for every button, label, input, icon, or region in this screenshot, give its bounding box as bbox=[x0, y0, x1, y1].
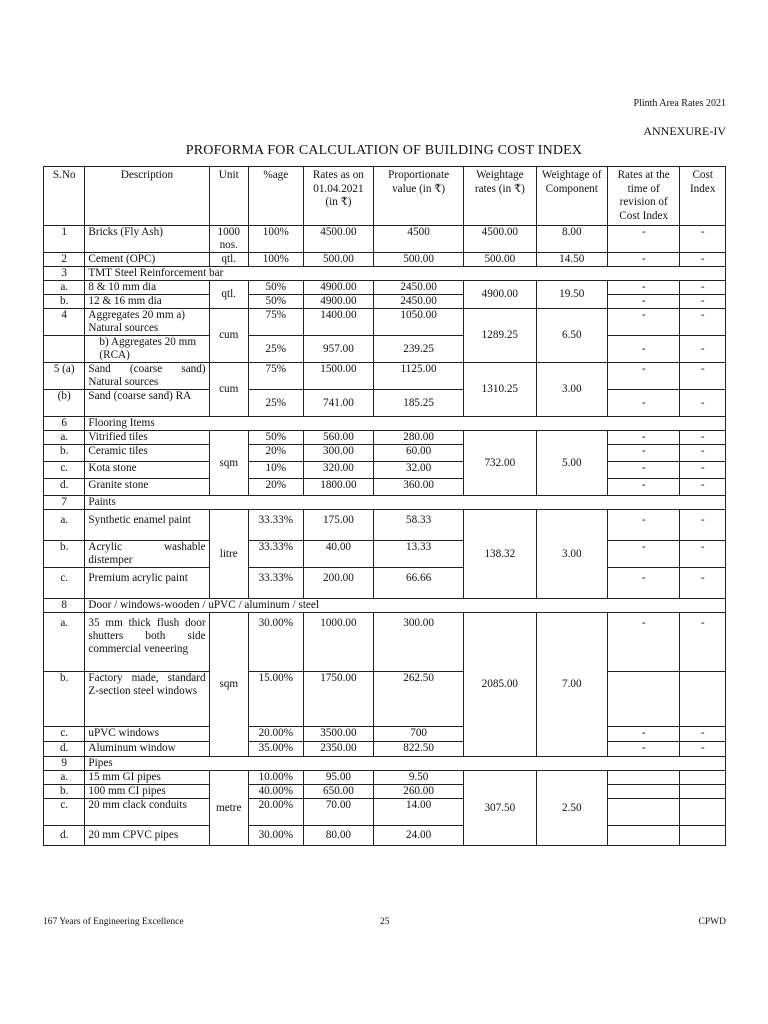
rate-cell: 175.00 bbox=[303, 510, 373, 541]
cost-index-cell: - bbox=[680, 479, 726, 496]
sno-cell: b. bbox=[44, 672, 85, 727]
weightage-component-cell: 7.00 bbox=[536, 613, 607, 757]
sno-cell: a. bbox=[44, 431, 85, 445]
revision-rate-cell: - bbox=[607, 431, 679, 445]
sno-cell: b. bbox=[44, 295, 85, 309]
proportionate-cell: 2450.00 bbox=[374, 281, 464, 295]
cost-index-cell: - bbox=[680, 613, 726, 672]
footer-organization: CPWD bbox=[698, 917, 726, 927]
percentage-cell: 20.00% bbox=[248, 799, 303, 826]
weightage-component-cell: 3.00 bbox=[536, 363, 607, 417]
description-cell: Acrylic washable distemper bbox=[85, 541, 209, 568]
table-row bbox=[44, 431, 726, 445]
cost-index-cell bbox=[680, 785, 726, 799]
weightage-rate-cell: 4900.00 bbox=[464, 281, 536, 309]
weightage-rate-cell: 4500.00 bbox=[464, 226, 536, 253]
proportionate-cell: 700 bbox=[374, 727, 464, 742]
sno-cell: a. bbox=[44, 771, 85, 785]
unit-cell: metre bbox=[209, 771, 248, 846]
proportionate-cell: 262.50 bbox=[374, 672, 464, 727]
weightage-rate-cell: 1310.25 bbox=[464, 363, 536, 417]
rate-cell: 70.00 bbox=[303, 799, 373, 826]
rate-cell: 95.00 bbox=[303, 771, 373, 785]
proportionate-cell: 14.00 bbox=[374, 799, 464, 826]
table-row bbox=[44, 613, 726, 672]
proportionate-cell: 1050.00 bbox=[374, 309, 464, 336]
description-cell: Factory made, standard Z-section steel windows bbox=[85, 672, 209, 727]
sno-cell: b. bbox=[44, 785, 85, 799]
table-row bbox=[44, 295, 726, 309]
page-number: 25 bbox=[380, 917, 390, 927]
weightage-component-cell: 19.50 bbox=[536, 281, 607, 309]
weightage-rate-cell: 2085.00 bbox=[464, 613, 536, 757]
proportionate-cell: 24.00 bbox=[374, 826, 464, 846]
percentage-cell: 25% bbox=[248, 336, 303, 363]
weightage-rate-cell: 500.00 bbox=[464, 253, 536, 267]
cost-index-cell: - bbox=[680, 727, 726, 742]
proportionate-cell: 1125.00 bbox=[374, 363, 464, 390]
percentage-cell: 50% bbox=[248, 431, 303, 445]
table-row bbox=[44, 510, 726, 541]
table-row bbox=[44, 568, 726, 599]
col-cost-index: Cost Index bbox=[680, 167, 726, 226]
percentage-cell: 33.33% bbox=[248, 541, 303, 568]
cost-index-cell: - bbox=[680, 309, 726, 336]
unit-cell: cum bbox=[209, 309, 248, 363]
cost-index-cell: - bbox=[680, 431, 726, 445]
col-weightage-rates: Weightage rates (in ₹) bbox=[464, 167, 536, 226]
rate-cell: 741.00 bbox=[303, 390, 373, 417]
rate-cell: 2350.00 bbox=[303, 742, 373, 757]
proportionate-cell: 58.33 bbox=[374, 510, 464, 541]
col-weightage-component: Weightage of Component bbox=[536, 167, 607, 226]
proportionate-cell: 2450.00 bbox=[374, 295, 464, 309]
col-rates: Rates as on 01.04.2021 (in ₹) bbox=[303, 167, 373, 226]
cost-index-cell bbox=[680, 672, 726, 727]
weightage-component-cell: 3.00 bbox=[536, 510, 607, 599]
description-cell: Aluminum window bbox=[85, 742, 209, 757]
cost-index-cell: - bbox=[680, 390, 726, 417]
description-cell: Synthetic enamel paint bbox=[85, 510, 209, 541]
weightage-component-cell: 14.50 bbox=[536, 253, 607, 267]
percentage-cell: 10% bbox=[248, 462, 303, 479]
table-row bbox=[44, 727, 726, 742]
sno-cell: 7 bbox=[44, 496, 85, 510]
cost-index-cell: - bbox=[680, 541, 726, 568]
sno-cell: 1 bbox=[44, 226, 85, 253]
description-cell: 12 & 16 mm dia bbox=[85, 295, 209, 309]
cost-index-cell bbox=[680, 771, 726, 785]
weightage-component-cell: 6.50 bbox=[536, 309, 607, 363]
sno-cell: b. bbox=[44, 541, 85, 568]
table-row bbox=[44, 390, 726, 417]
col-proportionate-value: Proportionate value (in ₹) bbox=[374, 167, 464, 226]
percentage-cell: 50% bbox=[248, 295, 303, 309]
description-cell: Vitrified tiles bbox=[85, 431, 209, 445]
revision-rate-cell: - bbox=[607, 462, 679, 479]
rate-cell: 320.00 bbox=[303, 462, 373, 479]
cost-index-cell: - bbox=[680, 510, 726, 541]
percentage-cell: 33.33% bbox=[248, 510, 303, 541]
revision-rate-cell: - bbox=[607, 613, 679, 672]
table-row bbox=[44, 757, 726, 771]
description-cell: 35 mm thick flush door shutters both side commercial veneering bbox=[85, 613, 209, 672]
col-percentage: %age bbox=[248, 167, 303, 226]
sno-cell: 8 bbox=[44, 599, 85, 613]
rate-cell: 3500.00 bbox=[303, 727, 373, 742]
section-heading: Pipes bbox=[85, 757, 726, 771]
table-row bbox=[44, 363, 726, 390]
revision-rate-cell: - bbox=[607, 541, 679, 568]
revision-rate-cell: - bbox=[607, 226, 679, 253]
unit-cell: cum bbox=[209, 363, 248, 417]
table-row bbox=[44, 445, 726, 462]
section-heading: Paints bbox=[85, 496, 726, 510]
section-heading: Flooring Items bbox=[85, 417, 726, 431]
rate-cell: 40.00 bbox=[303, 541, 373, 568]
percentage-cell: 20% bbox=[248, 445, 303, 462]
description-cell: Sand (coarse sand) Natural sources bbox=[85, 363, 209, 390]
revision-rate-cell: - bbox=[607, 363, 679, 390]
revision-rate-cell: - bbox=[607, 336, 679, 363]
cost-index-cell: - bbox=[680, 742, 726, 757]
cost-index-cell: - bbox=[680, 281, 726, 295]
table-row bbox=[44, 462, 726, 479]
cost-index-cell: - bbox=[680, 226, 726, 253]
table-row bbox=[44, 309, 726, 336]
table-row bbox=[44, 253, 726, 267]
weightage-component-cell: 5.00 bbox=[536, 431, 607, 496]
description-cell: Bricks (Fly Ash) bbox=[85, 226, 209, 253]
percentage-cell: 50% bbox=[248, 281, 303, 295]
cost-index-cell: - bbox=[680, 295, 726, 309]
weightage-component-cell: 2.50 bbox=[536, 771, 607, 846]
revision-rate-cell: - bbox=[607, 281, 679, 295]
footer-tagline: 167 Years of Engineering Excellence bbox=[43, 917, 184, 927]
cost-index-cell bbox=[680, 826, 726, 846]
cost-index-cell: - bbox=[680, 253, 726, 267]
table-row bbox=[44, 785, 726, 799]
description-cell: uPVC windows bbox=[85, 727, 209, 742]
table-row bbox=[44, 267, 726, 281]
percentage-cell: 30.00% bbox=[248, 613, 303, 672]
sno-cell: c. bbox=[44, 462, 85, 479]
revision-rate-cell bbox=[607, 785, 679, 799]
unit-cell: qtl. bbox=[209, 281, 248, 309]
percentage-cell: 100% bbox=[248, 253, 303, 267]
revision-rate-cell: - bbox=[607, 309, 679, 336]
percentage-cell: 40.00% bbox=[248, 785, 303, 799]
description-cell: 20 mm CPVC pipes bbox=[85, 826, 209, 846]
table-row bbox=[44, 226, 726, 253]
description-cell: Cement (OPC) bbox=[85, 253, 209, 267]
rate-cell: 650.00 bbox=[303, 785, 373, 799]
revision-rate-cell bbox=[607, 771, 679, 785]
sno-cell: d. bbox=[44, 826, 85, 846]
col-description: Description bbox=[85, 167, 209, 226]
proportionate-cell: 9.50 bbox=[374, 771, 464, 785]
weightage-component-cell: 8.00 bbox=[536, 226, 607, 253]
proportionate-cell: 13.33 bbox=[374, 541, 464, 568]
proportionate-cell: 500.00 bbox=[374, 253, 464, 267]
table-row bbox=[44, 599, 726, 613]
proportionate-cell: 66.66 bbox=[374, 568, 464, 599]
sno-cell: a. bbox=[44, 613, 85, 672]
revision-rate-cell: - bbox=[607, 568, 679, 599]
col-unit: Unit bbox=[209, 167, 248, 226]
sno-cell: b. bbox=[44, 445, 85, 462]
revision-rate-cell bbox=[607, 672, 679, 727]
cost-index-table bbox=[43, 166, 726, 846]
sno-cell: d. bbox=[44, 742, 85, 757]
sno-cell: 2 bbox=[44, 253, 85, 267]
sno-cell: c. bbox=[44, 799, 85, 826]
document-title: Plinth Area Rates 2021 bbox=[633, 98, 726, 109]
unit-cell: sqm bbox=[209, 431, 248, 496]
revision-rate-cell: - bbox=[607, 479, 679, 496]
unit-cell: 1000 nos. bbox=[209, 226, 248, 253]
description-cell: Ceramic tiles bbox=[85, 445, 209, 462]
rate-cell: 1750.00 bbox=[303, 672, 373, 727]
rate-cell: 4500.00 bbox=[303, 226, 373, 253]
percentage-cell: 30.00% bbox=[248, 826, 303, 846]
sno-cell: 6 bbox=[44, 417, 85, 431]
description-cell: Sand (coarse sand) RA bbox=[85, 390, 209, 417]
description-cell: 100 mm CI pipes bbox=[85, 785, 209, 799]
description-cell: 8 & 10 mm dia bbox=[85, 281, 209, 295]
weightage-rate-cell: 732.00 bbox=[464, 431, 536, 496]
col-sno: S.No bbox=[44, 167, 85, 226]
description-cell: 15 mm GI pipes bbox=[85, 771, 209, 785]
page-title: PROFORMA FOR CALCULATION OF BUILDING COST INDEX bbox=[185, 143, 583, 158]
unit-cell: litre bbox=[209, 510, 248, 599]
table-row bbox=[44, 479, 726, 496]
table-row bbox=[44, 496, 726, 510]
percentage-cell: 75% bbox=[248, 363, 303, 390]
description-cell: Premium acrylic paint bbox=[85, 568, 209, 599]
rate-cell: 1800.00 bbox=[303, 479, 373, 496]
rate-cell: 300.00 bbox=[303, 445, 373, 462]
proportionate-cell: 280.00 bbox=[374, 431, 464, 445]
col-revision-rates: Rates at the time of revision of Cost Index bbox=[607, 167, 679, 226]
description-cell: Aggregates 20 mm a) Natural sources bbox=[85, 309, 209, 336]
sno-cell: d. bbox=[44, 479, 85, 496]
proportionate-cell: 360.00 bbox=[374, 479, 464, 496]
sno-cell: c. bbox=[44, 727, 85, 742]
proportionate-cell: 4500 bbox=[374, 226, 464, 253]
revision-rate-cell bbox=[607, 826, 679, 846]
percentage-cell: 10.00% bbox=[248, 771, 303, 785]
rate-cell: 560.00 bbox=[303, 431, 373, 445]
proportionate-cell: 239.25 bbox=[374, 336, 464, 363]
percentage-cell: 20% bbox=[248, 479, 303, 496]
proportionate-cell: 260.00 bbox=[374, 785, 464, 799]
revision-rate-cell: - bbox=[607, 295, 679, 309]
rate-cell: 500.00 bbox=[303, 253, 373, 267]
cost-index-cell: - bbox=[680, 363, 726, 390]
weightage-rate-cell: 307.50 bbox=[464, 771, 536, 846]
revision-rate-cell: - bbox=[607, 390, 679, 417]
sno-cell: a. bbox=[44, 510, 85, 541]
section-heading: Door / windows-wooden / uPVC / aluminum / steel bbox=[85, 599, 726, 613]
revision-rate-cell: - bbox=[607, 253, 679, 267]
cost-index-cell bbox=[680, 799, 726, 826]
table-row bbox=[44, 281, 726, 295]
rate-cell: 4900.00 bbox=[303, 295, 373, 309]
table-row bbox=[44, 672, 726, 727]
cost-index-cell: - bbox=[680, 336, 726, 363]
weightage-rate-cell: 138.32 bbox=[464, 510, 536, 599]
rate-cell: 957.00 bbox=[303, 336, 373, 363]
sno-cell: 9 bbox=[44, 757, 85, 771]
sno-cell: c. bbox=[44, 568, 85, 599]
description-cell: Granite stone bbox=[85, 479, 209, 496]
rate-cell: 1400.00 bbox=[303, 309, 373, 336]
table-row bbox=[44, 742, 726, 757]
rate-cell: 4900.00 bbox=[303, 281, 373, 295]
table-row bbox=[44, 336, 726, 363]
rate-cell: 1500.00 bbox=[303, 363, 373, 390]
cost-index-cell: - bbox=[680, 462, 726, 479]
revision-rate-cell: - bbox=[607, 742, 679, 757]
sno-cell: 5 (a) bbox=[44, 363, 85, 390]
sno-cell: 4 bbox=[44, 309, 85, 336]
percentage-cell: 20.00% bbox=[248, 727, 303, 742]
section-heading: TMT Steel Reinforcement bar bbox=[85, 267, 726, 281]
cost-index-cell: - bbox=[680, 568, 726, 599]
proportionate-cell: 185.25 bbox=[374, 390, 464, 417]
rate-cell: 1000.00 bbox=[303, 613, 373, 672]
percentage-cell: 75% bbox=[248, 309, 303, 336]
unit-cell: qtl. bbox=[209, 253, 248, 267]
revision-rate-cell: - bbox=[607, 445, 679, 462]
revision-rate-cell: - bbox=[607, 727, 679, 742]
description-cell: b) Aggregates 20 mm (RCA) bbox=[85, 336, 209, 363]
percentage-cell: 33.33% bbox=[248, 568, 303, 599]
revision-rate-cell: - bbox=[607, 510, 679, 541]
proportionate-cell: 32.00 bbox=[374, 462, 464, 479]
table-header-row bbox=[44, 167, 726, 226]
table-row bbox=[44, 799, 726, 826]
weightage-rate-cell: 1289.25 bbox=[464, 309, 536, 363]
proportionate-cell: 822.50 bbox=[374, 742, 464, 757]
sno-cell: a. bbox=[44, 281, 85, 295]
description-cell: Kota stone bbox=[85, 462, 209, 479]
percentage-cell: 100% bbox=[248, 226, 303, 253]
percentage-cell: 15.00% bbox=[248, 672, 303, 727]
revision-rate-cell bbox=[607, 799, 679, 826]
annexure-label: ANNEXURE-IV bbox=[643, 124, 726, 138]
percentage-cell: 25% bbox=[248, 390, 303, 417]
rate-cell: 200.00 bbox=[303, 568, 373, 599]
table-row bbox=[44, 826, 726, 846]
cost-index-cell: - bbox=[680, 445, 726, 462]
proportionate-cell: 300.00 bbox=[374, 613, 464, 672]
table-row bbox=[44, 417, 726, 431]
sno-cell bbox=[44, 336, 85, 363]
table-row bbox=[44, 771, 726, 785]
description-cell: 20 mm clack conduits bbox=[85, 799, 209, 826]
unit-cell: sqm bbox=[209, 613, 248, 757]
rate-cell: 80.00 bbox=[303, 826, 373, 846]
sno-cell: 3 bbox=[44, 267, 85, 281]
percentage-cell: 35.00% bbox=[248, 742, 303, 757]
table-row bbox=[44, 541, 726, 568]
sno-cell: (b) bbox=[44, 390, 85, 417]
proportionate-cell: 60.00 bbox=[374, 445, 464, 462]
